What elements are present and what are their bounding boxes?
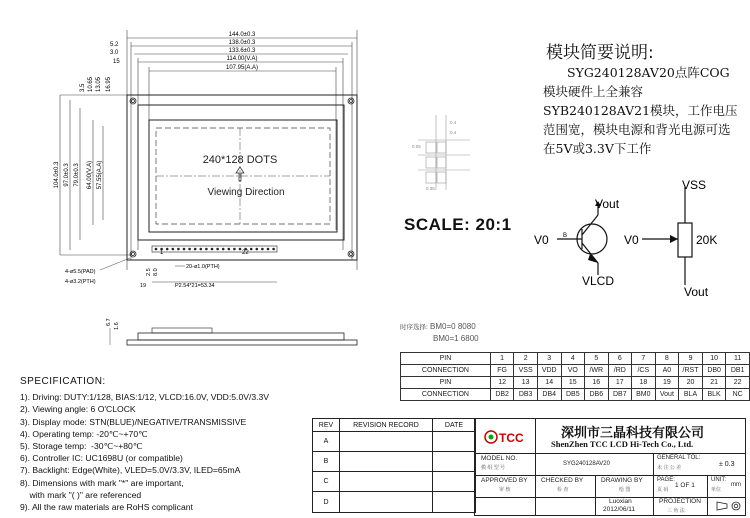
pin-table-cell: VO <box>561 365 585 377</box>
header-pin <box>222 248 225 251</box>
header-pin <box>183 248 186 251</box>
dim-133: 133.6±0.3 <box>228 48 256 54</box>
bm-selection <box>400 321 479 344</box>
header-pin <box>194 248 197 251</box>
dim-3-5: 3.5 <box>80 83 86 92</box>
pin-table-cell: 14 <box>537 377 561 389</box>
header-pin <box>155 248 158 251</box>
pin-table-cell: 9 <box>679 353 703 365</box>
header-pin <box>216 248 219 251</box>
description-body: SYG240128AV20点阵COG模块硬件上全兼容SYB240128AV21模块，工作电压范围宽，模块电源和背光电源可选在5V或3.3V下工作 <box>543 65 738 156</box>
dim-left-15: 15 <box>113 59 120 65</box>
pin-table-cell: Vout <box>655 389 679 401</box>
header-pin <box>250 248 253 251</box>
spec-line: 6). Controller IC: UC1698U (or compatible) <box>20 453 183 464</box>
pin-table-cell: 6 <box>608 353 632 365</box>
header-pin <box>261 248 264 251</box>
lcd-glass <box>138 105 344 240</box>
pin-table-cell: 7 <box>632 353 656 365</box>
dim-16-95: 16.95 <box>106 76 112 92</box>
pin-table-cell: 21 <box>702 377 726 389</box>
spec-line: 4). Operating temp: -20℃~+70℃ <box>20 428 148 439</box>
pin-table-cell: 13 <box>514 377 538 389</box>
description-title: 模块简要说明: <box>546 43 654 63</box>
title-block <box>474 418 746 516</box>
unit-label-cn: 单位 <box>711 487 722 493</box>
rev-d: D <box>313 492 340 513</box>
dim-144: 144.0±0.3 <box>228 32 256 38</box>
dim-bottom-2-5: 2.5 <box>146 268 152 276</box>
pin-table-cell: DB5 <box>561 389 585 401</box>
pin-table-cell: 10 <box>702 353 726 365</box>
pin-table-cell: BM0 <box>632 389 656 401</box>
detail-dim-4: 0.35 <box>426 186 435 191</box>
specification <box>20 376 269 513</box>
company-name-en: ShenZhen TCC LCD Hi-Tech Co., Ltd. <box>551 439 694 449</box>
pin-table-cell: 3 <box>537 353 561 365</box>
pin-table-row-header: CONNECTION <box>401 365 491 377</box>
dim-79: 79.0±0.3 <box>74 163 80 187</box>
header-pin <box>211 248 214 251</box>
mounting-holes <box>130 98 354 257</box>
pin-table-cell: FG <box>490 365 514 377</box>
spec-line: 7). Backlight: Edge(White), VLED=5.0V/3.3V, ILED=65mA <box>20 465 241 476</box>
pth-label: 20-ø1.0(PTH) <box>186 264 220 270</box>
circuit-v0-mid-label: V0 <box>624 233 639 247</box>
pitch-label: P2.54*21=53.34 <box>175 283 215 289</box>
pixel-detail-diagram <box>410 110 470 195</box>
side-dim-1-6: 1.6 <box>114 322 120 330</box>
detail-dim-3: 0.05 <box>412 144 421 149</box>
header-pin <box>267 248 270 251</box>
pin-table <box>400 352 750 401</box>
pin-table-cell: NC <box>726 389 750 401</box>
pin-1-label: 1 <box>160 250 164 256</box>
checked-label-cn: 检 查 <box>557 487 569 493</box>
dots-label: 240*128 DOTS <box>202 154 278 166</box>
date-header: DATE <box>433 419 476 432</box>
dim-left-5-2: 5.2 <box>110 42 119 48</box>
pin-table-cell: A0 <box>655 365 679 377</box>
circuit-resistor-label: 20K <box>696 233 718 247</box>
drawing-label: DRAWING BY <box>601 477 643 484</box>
circuit-vout-bottom-label: Vout <box>684 285 709 299</box>
pin-table-cell: /WR <box>585 365 609 377</box>
pin-table-cell: BLK <box>702 389 726 401</box>
tol-value: ± 0.3 <box>719 461 735 468</box>
header-pin <box>166 248 169 251</box>
rev-header: REV <box>313 419 340 432</box>
header-pin <box>177 248 180 251</box>
circuit-vout-top-label: Vout <box>595 197 620 211</box>
pin-table-row <box>401 365 750 377</box>
detail-dim-1: 0.4 <box>450 120 457 125</box>
header-pin <box>172 248 175 251</box>
spec-line: 8). Dimensions with mark "*" are important, <box>20 477 184 488</box>
pin-table-cell: /CS <box>632 365 656 377</box>
emitter-arrow-icon <box>588 254 598 263</box>
pin-table-cell: 2 <box>514 353 538 365</box>
tol-label: GENERAL TOL: <box>657 455 701 461</box>
pin-table-row-header: PIN <box>401 377 491 389</box>
circuit-vss-label: VSS <box>682 178 707 192</box>
side-view <box>110 328 357 345</box>
dim-10-65: 10.65 <box>88 76 94 92</box>
pin-table-cell: 8 <box>655 353 679 365</box>
header-pin <box>272 248 275 251</box>
company-name-cn: 深圳市三晶科技有限公司 <box>561 426 705 441</box>
spec-line: 2). Viewing angle: 6 O'CLOCK <box>20 404 136 415</box>
dim-left-3-0: 3.0 <box>110 50 119 56</box>
pin-table-row-header: PIN <box>401 353 491 365</box>
bm-line-2: BM0=1 6800 <box>433 334 479 343</box>
scale-label: SCALE: 20:1 <box>404 215 512 234</box>
approved-label: APPROVED BY <box>481 477 528 484</box>
pin-table-cell: 22 <box>726 377 750 389</box>
spec-line: 1). Driving: DUTY:1/128, BIAS:1/12, VLCD:16.0V, VDD:5.0V/3.3V <box>20 392 270 403</box>
pin-table-cell: BLA <box>679 389 703 401</box>
page-label: PAGE: <box>657 477 675 483</box>
pin-table-cell: 18 <box>632 377 656 389</box>
pin-table-cell: 5 <box>585 353 609 365</box>
bm-label: 时序选择: <box>400 324 428 331</box>
pin-table-cell: 15 <box>561 377 585 389</box>
pin-table-cell: /RD <box>608 365 632 377</box>
tol-label-cn: 未 注 公 差 <box>657 465 682 471</box>
model-label-cn: 模 组 型 号 <box>481 465 506 471</box>
header-pin <box>200 248 203 251</box>
pin-table-cell: VSS <box>514 365 538 377</box>
dim-bottom-8: 8.0 <box>153 268 159 276</box>
logo-text: TCC <box>499 431 524 445</box>
pin-table-cell: DB7 <box>608 389 632 401</box>
circuit-v0-left-label: V0 <box>534 233 549 247</box>
approved-label-cn: 审 核 <box>499 487 511 493</box>
header-pin <box>233 248 236 251</box>
unit-label: UNIT: <box>711 477 726 483</box>
drawer-name: Luoxian <box>609 498 632 505</box>
unit-value: mm <box>731 482 741 488</box>
pin-table-cell: 1 <box>490 353 514 365</box>
pin-table-cell: 4 <box>561 353 585 365</box>
pin-table-row <box>401 377 750 389</box>
spec-line: 9). All the raw materials are RoHS complicant <box>20 502 193 513</box>
side-dim-6-7: 6.7 <box>106 318 112 326</box>
pin-table-cell: VDD <box>537 365 561 377</box>
pin-table-cell: 12 <box>490 377 514 389</box>
hole-pad-label: 4-ø5.5(PAD) <box>65 269 96 275</box>
bm-line-1: BM0=0 8080 <box>430 322 476 331</box>
tcc-logo <box>483 427 531 447</box>
model-value: SYG240128AV20 <box>563 461 610 467</box>
pin-table-cell: /RST <box>679 365 703 377</box>
pin-table-cell: 17 <box>608 377 632 389</box>
pin-table-row <box>401 389 750 401</box>
pin-table-cell: 19 <box>655 377 679 389</box>
viewing-direction-label: Viewing Direction <box>207 187 285 198</box>
pin-table-cell: DB3 <box>514 389 538 401</box>
pin-table-cell: DB6 <box>585 389 609 401</box>
pin-22-label: 22 <box>242 250 249 256</box>
spec-line: with mark "( )" are referenced <box>20 489 142 500</box>
header-pin <box>205 248 208 251</box>
pin-table-cell: 20 <box>679 377 703 389</box>
dim-64-va: 64.00(V.A) <box>87 160 93 190</box>
mechanical-drawing <box>0 0 400 360</box>
projection-label-cn: 三 角 法 <box>667 508 685 514</box>
dim-104: 104.0±0.3 <box>54 161 60 189</box>
rev-c: C <box>313 472 340 492</box>
model-label: MODEL NO. <box>481 455 518 462</box>
circuit-b-label: B <box>563 233 568 239</box>
rev-a: A <box>313 432 340 452</box>
pin-table-row <box>401 353 750 365</box>
pin-table-cell: 16 <box>585 377 609 389</box>
spec-line: 5). Storage temp: -30℃~+80℃ <box>20 441 143 452</box>
circuit-vlcd-label: VLCD <box>582 274 615 288</box>
page-label-cn: 页 码 <box>657 487 669 493</box>
page-value: 1 OF 1 <box>675 482 695 489</box>
drawing-date: 2012/06/11 <box>603 506 636 513</box>
header-pin <box>188 248 191 251</box>
spec-title: SPECIFICATION: <box>20 376 106 387</box>
dim-va: 114.00(V.A) <box>226 56 258 62</box>
header-pin <box>239 248 242 251</box>
checked-label: CHECKED BY <box>541 477 584 484</box>
pin-table-cell: DB4 <box>537 389 561 401</box>
wiper-arrow-icon <box>670 235 678 243</box>
pin-table-cell: 11 <box>726 353 750 365</box>
pin-header <box>152 246 277 252</box>
header-pin <box>228 248 231 251</box>
projection-label: PROJECTION <box>659 498 701 505</box>
projection-symbol-icon <box>715 499 743 513</box>
dim-57-aa: 57.55(A.A) <box>97 160 103 190</box>
pin-table-cell: DB0 <box>702 365 726 377</box>
pin-table-cell: DB1 <box>726 365 750 377</box>
left-dimension-lines <box>60 95 130 255</box>
rev-b: B <box>313 452 340 472</box>
header-pin <box>255 248 258 251</box>
hole-pth-label: 4-ø3.2(PTH) <box>65 279 96 285</box>
spec-line: 3). Display mode: STN(BLUE)/NEGATIVE/TRANSMISSIVE <box>20 416 247 427</box>
revision-table <box>312 418 476 513</box>
dim-138: 138.0±0.3 <box>228 40 256 46</box>
dim-13-05: 13.05 <box>96 76 102 92</box>
detail-dim-2: 0.4 <box>450 130 457 135</box>
pin-table-row-header: CONNECTION <box>401 389 491 401</box>
revision-record-header: REVISION RECORD <box>340 419 433 432</box>
dim-bottom-19: 19 <box>140 283 147 289</box>
dim-97: 97.0±0.3 <box>64 163 70 187</box>
dim-aa: 107.95(A.A) <box>225 65 259 71</box>
drawing-label-cn: 绘 图 <box>619 487 631 493</box>
circuit-diagram <box>520 175 750 300</box>
pin-table-cell: DB2 <box>490 389 514 401</box>
